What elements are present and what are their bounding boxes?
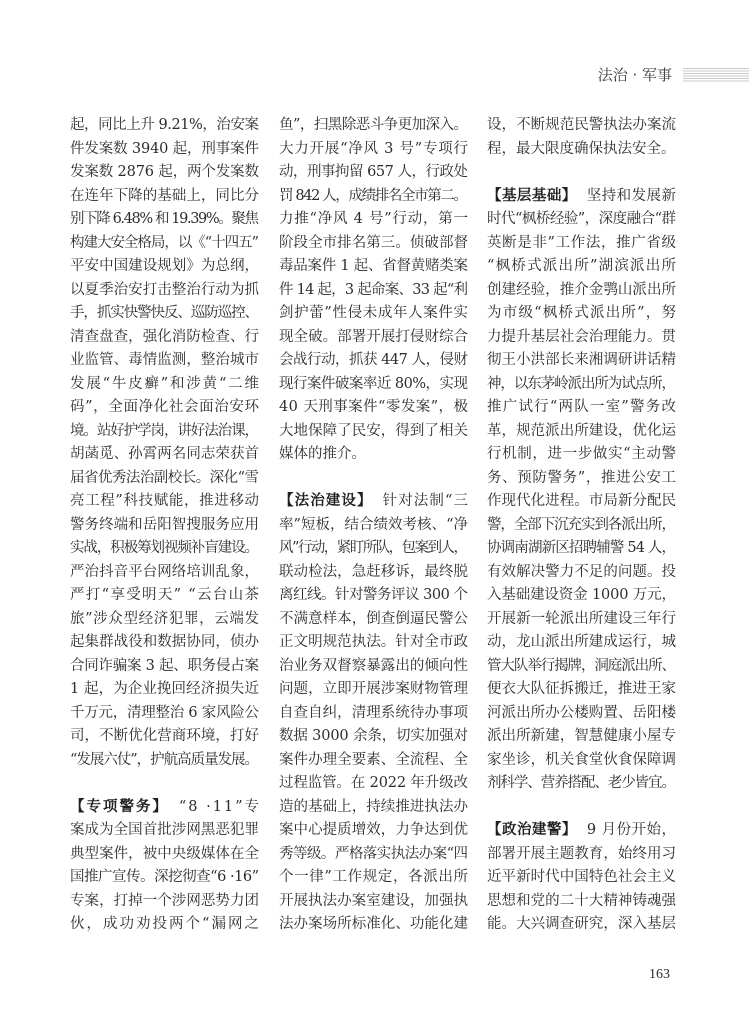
page-number: 163 — [649, 967, 670, 982]
text-line-content: 彻王小洪部长来湘调研讲话精 — [487, 352, 677, 368]
paragraph-special-policing — [70, 796, 259, 937]
text-line — [70, 490, 259, 514]
text-line-content: 家坐诊，机关食堂伙食保障调 — [487, 751, 677, 768]
text-line-content: 程，最大限度确保执法安全。 — [487, 140, 676, 157]
text-line — [70, 890, 259, 914]
text-line — [487, 843, 676, 867]
text-line — [70, 302, 259, 326]
text-line — [487, 749, 676, 773]
text-line — [70, 208, 259, 232]
text-line — [70, 725, 259, 749]
paragraph — [70, 114, 259, 772]
text-line — [279, 232, 468, 256]
text-line — [279, 631, 468, 655]
text-line-content — [487, 819, 676, 843]
text-line — [70, 255, 259, 279]
text-line — [279, 185, 468, 209]
text-line-content: 千万元，清理整治 6 家风险公 — [70, 704, 259, 721]
text-line — [487, 467, 676, 491]
text-line-content: 亮工程”科技赋能，推进移动 — [70, 493, 260, 509]
text-line — [279, 514, 468, 538]
text-line — [279, 796, 468, 820]
text-line — [487, 608, 676, 632]
text-line-content: 旅”涉众型经济犯罪，云端发 — [70, 610, 260, 627]
text-line — [70, 514, 259, 538]
text-line-content: 起集群战役和数据协同，侦办 — [70, 634, 260, 650]
text-line-content: 构建大安全格局，以《“十四五” — [70, 234, 258, 251]
text-line-content: 实战，积极筹划视频补盲建设。 — [70, 540, 258, 556]
header-stripes-decoration — [683, 68, 749, 83]
text-line-content: 大力开展“净风 3 号”专项行 — [279, 140, 469, 157]
text-line-content: 时代“枫桥经验”，深度融合“群 — [487, 211, 676, 227]
section-heading-line — [279, 490, 468, 514]
text-line — [279, 702, 468, 726]
text-line — [70, 279, 259, 303]
text-line-content: 大地保障了民安，得到了相关 — [279, 422, 469, 439]
text-line — [279, 890, 468, 914]
text-line-content: 能。大兴调查研究，深入基层 — [487, 916, 677, 932]
text-line-content: 革，规范派出所建设，优化运 — [487, 422, 677, 439]
text-line — [487, 678, 676, 702]
text-line-content: 现全破。部署开展打侵财综合 — [279, 328, 469, 345]
text-line-content: 伙，成功劝投两个“漏网之 — [70, 916, 261, 932]
text-line-content: 问题，立即开展涉案财物管理 — [279, 681, 469, 697]
text-line — [70, 326, 259, 350]
section-heading: 【基层基础】 — [487, 187, 577, 204]
text-line-content: 件发案数 3940 起，刑事案件 — [70, 140, 259, 157]
text-line — [279, 420, 468, 444]
text-line-content: 40 天刑事案件“零发案”，极 — [279, 399, 469, 415]
article-column-3 — [487, 114, 676, 937]
text-line-content: 别下降 6.48% 和 19.39%。聚焦 — [70, 211, 258, 227]
text-line — [70, 373, 259, 397]
text-line — [487, 561, 676, 585]
text-line-content: 英断是非”工作法，推广省级 — [487, 234, 677, 251]
text-line-content: 动，刑事拘留 657 人，行政处 — [279, 164, 468, 180]
text-line — [279, 843, 468, 867]
text-line-content: 发案数 2876 起，两个发案数 — [70, 164, 259, 180]
text-line-content: 有效解决警力不足的问题。投 — [487, 563, 677, 580]
text-line — [279, 913, 468, 937]
text-line — [487, 913, 676, 937]
paragraph-political-building — [487, 819, 676, 937]
text-line — [487, 138, 676, 162]
text-line — [70, 396, 259, 420]
text-line-content: 发展“牛皮癣”和涉黄“二维 — [70, 375, 261, 392]
text-line-content — [279, 490, 469, 514]
section-heading: 【政治建警】 — [487, 822, 577, 838]
text-line-content: 行机制，进一步做实“主动警 — [487, 446, 677, 462]
text-line — [487, 655, 676, 679]
heading-line-text: “8 ·11”专 — [178, 798, 261, 815]
text-line-content: 作现代化进程。市局新分配民 — [487, 493, 677, 509]
text-line-content: 典型案件，被中央级媒体在全 — [70, 845, 260, 862]
article-column-1 — [70, 114, 259, 937]
text-line-content: “枫桥式派出所”湖滨派出所 — [487, 258, 678, 274]
text-line — [279, 396, 468, 420]
text-line — [279, 255, 468, 279]
text-line-content: 数据 3000 余条，切实加强对 — [279, 728, 468, 744]
text-line — [279, 138, 468, 162]
text-line-content: 为市级“枫桥式派出所”，努 — [487, 305, 678, 321]
text-line-content: 平安中国建设规划》为总纲， — [70, 258, 260, 274]
text-line-content: 国推广宣传。深挖彻查“6 ·16” — [70, 869, 259, 885]
text-line — [70, 678, 259, 702]
text-line — [70, 819, 259, 843]
text-line-content: “发展六仗”，护航高质量发展。 — [70, 751, 258, 768]
text-line — [70, 655, 259, 679]
text-line-content: 率”短板，结合绩效考核、“净 — [279, 516, 469, 533]
section-heading-line — [70, 796, 259, 820]
text-line-content: 码”，全面净化社会面治安环 — [70, 399, 260, 415]
text-line — [70, 537, 259, 561]
text-line — [279, 655, 468, 679]
section-heading-line — [487, 819, 676, 843]
text-line-content: 入基础建设资金 1000 万元， — [487, 587, 676, 603]
text-line — [487, 396, 676, 420]
text-line — [70, 561, 259, 585]
text-line — [279, 678, 468, 702]
text-line-content: 正文明规范执法。针对全市政 — [279, 634, 469, 650]
text-line — [70, 584, 259, 608]
text-line-content: 联动检法，急赶移诉，最终脱 — [279, 563, 469, 580]
text-line-content: 造的基础上，持续推进执法办 — [279, 798, 469, 815]
text-line-content: 便衣大队征拆搬迁，推进王家 — [487, 681, 677, 697]
text-line — [279, 819, 468, 843]
text-line — [487, 373, 676, 397]
text-line — [487, 725, 676, 749]
text-line-content: 罚 842 人，成绩排名全市第二。 — [279, 187, 467, 204]
text-line-content: 协调南湖新区招聘辅警 54 人， — [487, 540, 676, 556]
section-heading: 【法治建设】 — [279, 493, 373, 509]
text-line — [279, 866, 468, 890]
section-heading: 【专项警务】 — [70, 798, 169, 815]
text-line-content: 警务终端和岳阳智搜服务应用 — [70, 516, 260, 533]
text-line-content: 清查盘查，强化消防检查、行 — [70, 328, 260, 345]
text-line — [487, 443, 676, 467]
text-line-content: 手，抓实快警快反、巡防巡控、 — [70, 305, 258, 321]
text-line-content: 管大队举行揭牌，洞庭派出所、 — [487, 657, 675, 674]
text-line-content: 思想和党的二十大精神铸魂强 — [487, 892, 677, 909]
text-line-content: 业监管、毒情监测，整治城市 — [70, 352, 260, 368]
text-line-content — [70, 796, 261, 820]
paragraph — [279, 114, 468, 467]
text-line — [70, 443, 259, 467]
text-line-content: 严治抖音平台网络培训乱象， — [70, 563, 260, 580]
text-line-content: 力推“净风 4 号”行动，第一 — [279, 211, 469, 227]
text-line-content: 推广试行“两队一室”警务改 — [487, 399, 678, 415]
text-line-content: 现行案件破案率近 80%，实现 — [279, 375, 468, 392]
text-line — [279, 537, 468, 561]
text-line — [487, 114, 676, 138]
text-line — [279, 725, 468, 749]
running-head-section-title: 法治 · 军事 — [597, 66, 672, 84]
text-line — [487, 208, 676, 232]
text-line-content: 阶段全市排名第三。侦破部督 — [279, 234, 469, 251]
text-line — [279, 443, 468, 467]
text-line — [279, 373, 468, 397]
text-line — [487, 702, 676, 726]
article-column-2 — [279, 114, 468, 937]
text-line — [279, 114, 468, 138]
text-line — [279, 749, 468, 773]
text-line — [487, 772, 676, 796]
text-line-content: 剑护蕾”性侵未成年人案件实 — [279, 305, 469, 321]
text-line-content: 神，以东茅岭派出所为试点所， — [487, 375, 675, 392]
text-line — [70, 702, 259, 726]
text-line — [70, 843, 259, 867]
text-line — [70, 608, 259, 632]
paragraph — [487, 114, 676, 161]
text-line-content: 严打“享受明天” “云台山茶 — [70, 587, 261, 603]
text-line-content: 起，同比上升 9.21%，治安案 — [70, 117, 259, 133]
text-line-content: 河派出所办公楼购置、岳阳楼 — [487, 704, 677, 721]
text-line — [279, 326, 468, 350]
heading-line-text: 坚持和发展新 — [586, 187, 677, 204]
text-line-content: 件 14 起，3 起命案、33 起“利 — [279, 281, 468, 298]
text-line-content: 剂科学、营养搭配、老少皆宜。 — [487, 775, 675, 791]
text-line — [70, 114, 259, 138]
text-line — [487, 349, 676, 373]
text-line-content: 秀等级。严格落实执法办案“四 — [279, 845, 468, 862]
text-line-content: 合同诈骗案 3 起、职务侵占案 — [70, 657, 259, 674]
text-line — [70, 467, 259, 491]
text-line — [487, 302, 676, 326]
text-line-content: 届省优秀法治副校长。深化“雪 — [70, 469, 259, 486]
text-line-content: 务、预防警务”，推进公安工 — [487, 469, 677, 486]
text-line-content — [487, 185, 676, 209]
text-line — [70, 185, 259, 209]
text-line — [279, 279, 468, 303]
heading-line-text: 9 月份开始， — [586, 822, 677, 838]
text-line-content: 鱼”，扫黑除恶斗争更加深入。 — [279, 117, 468, 133]
text-line-content: 自查自纠，清理系统待办事项 — [279, 704, 469, 721]
text-line-content: 案件办理全要素、全流程、全 — [279, 751, 469, 768]
text-line — [70, 138, 259, 162]
text-line-content: 个一律”工作规定，各派出所 — [279, 869, 469, 885]
text-line-content: 不满意样本，倒查倒逼民警公 — [279, 610, 469, 627]
text-line — [279, 161, 468, 185]
heading-line-text: 针对法制“三 — [382, 493, 470, 509]
text-line — [279, 349, 468, 373]
text-line-content: 媒体的推介。 — [279, 446, 366, 462]
text-line-content: 在连年下降的基础上，同比分 — [70, 187, 260, 204]
text-line — [279, 584, 468, 608]
text-line — [279, 561, 468, 585]
text-line-content: 治业务双督察暴露出的倾向性 — [279, 657, 469, 674]
paragraph-grassroots-foundation — [487, 185, 676, 796]
text-line-content: 开展执法办案室建设，加强执 — [279, 892, 469, 909]
text-line — [487, 232, 676, 256]
text-line-content: 开展新一轮派出所建设三年行 — [487, 610, 677, 627]
text-line — [487, 514, 676, 538]
text-line-content: 会战行动，抓获 447 人，侵财 — [279, 352, 468, 368]
text-line — [487, 326, 676, 350]
text-line-content: 案成为全国首批涉网黑恶犯罪 — [70, 822, 260, 838]
text-line — [487, 255, 676, 279]
text-line — [279, 208, 468, 232]
text-line — [487, 490, 676, 514]
text-line — [487, 420, 676, 444]
text-line — [70, 349, 259, 373]
text-line — [70, 161, 259, 185]
text-line-content: 案中心提质增效，力争达到优 — [279, 822, 469, 838]
text-line — [70, 913, 259, 937]
text-line — [70, 749, 259, 773]
text-line-content: 以夏季治安打击整治行动为抓 — [70, 281, 260, 298]
text-line-content: 专案，打掉一个涉网恶势力团 — [70, 892, 260, 909]
text-line-content: 风”行动，紧盯所队，包案到人， — [279, 540, 467, 556]
text-line-content: 司，不断优化营商环境，打好 — [70, 728, 260, 744]
text-line-content: 创建经验，推介金鹗山派出所 — [487, 281, 677, 298]
text-line — [487, 279, 676, 303]
text-line-content: 胡菡觅、孙霄两名同志荣获首 — [70, 446, 260, 462]
text-line-content: 部署开展主题教育，始终用习 — [487, 845, 677, 862]
text-line — [487, 631, 676, 655]
text-line-content: 毒品案件 1 起、省督黄赌类案 — [279, 258, 468, 274]
text-line-content: 设，不断规范民警执法办案流 — [487, 117, 677, 133]
paragraph-rule-of-law — [279, 490, 468, 937]
text-line — [279, 302, 468, 326]
text-line-content: 近平新时代中国特色社会主义 — [487, 869, 677, 885]
text-line — [487, 866, 676, 890]
text-line-content: 动，龙山派出所建成运行，城 — [487, 634, 677, 650]
text-line-content: 过程监管。在 2022 年升级改 — [279, 775, 468, 791]
text-line-content: 警，全部下沉充实到各派出所， — [487, 516, 675, 533]
text-line — [279, 608, 468, 632]
text-line — [279, 772, 468, 796]
text-line — [70, 420, 259, 444]
text-line-content: 境。站好护学岗，讲好法治课， — [70, 422, 258, 439]
text-line-content: 离红线。针对警务评议 300 个 — [279, 587, 468, 603]
section-heading-line — [487, 185, 676, 209]
text-line — [487, 890, 676, 914]
text-line — [487, 584, 676, 608]
text-line — [487, 537, 676, 561]
text-line-content: 法办案场所标准化、功能化建 — [279, 916, 469, 932]
text-line — [70, 232, 259, 256]
text-line — [70, 866, 259, 890]
text-line-content: 派出所新建，智慧健康小屋专 — [487, 728, 677, 744]
text-line — [70, 631, 259, 655]
text-line-content: 1 起，为企业挽回经济损失近 — [70, 681, 260, 697]
text-line-content: 力提升基层社会治理能力。贯 — [487, 328, 677, 345]
